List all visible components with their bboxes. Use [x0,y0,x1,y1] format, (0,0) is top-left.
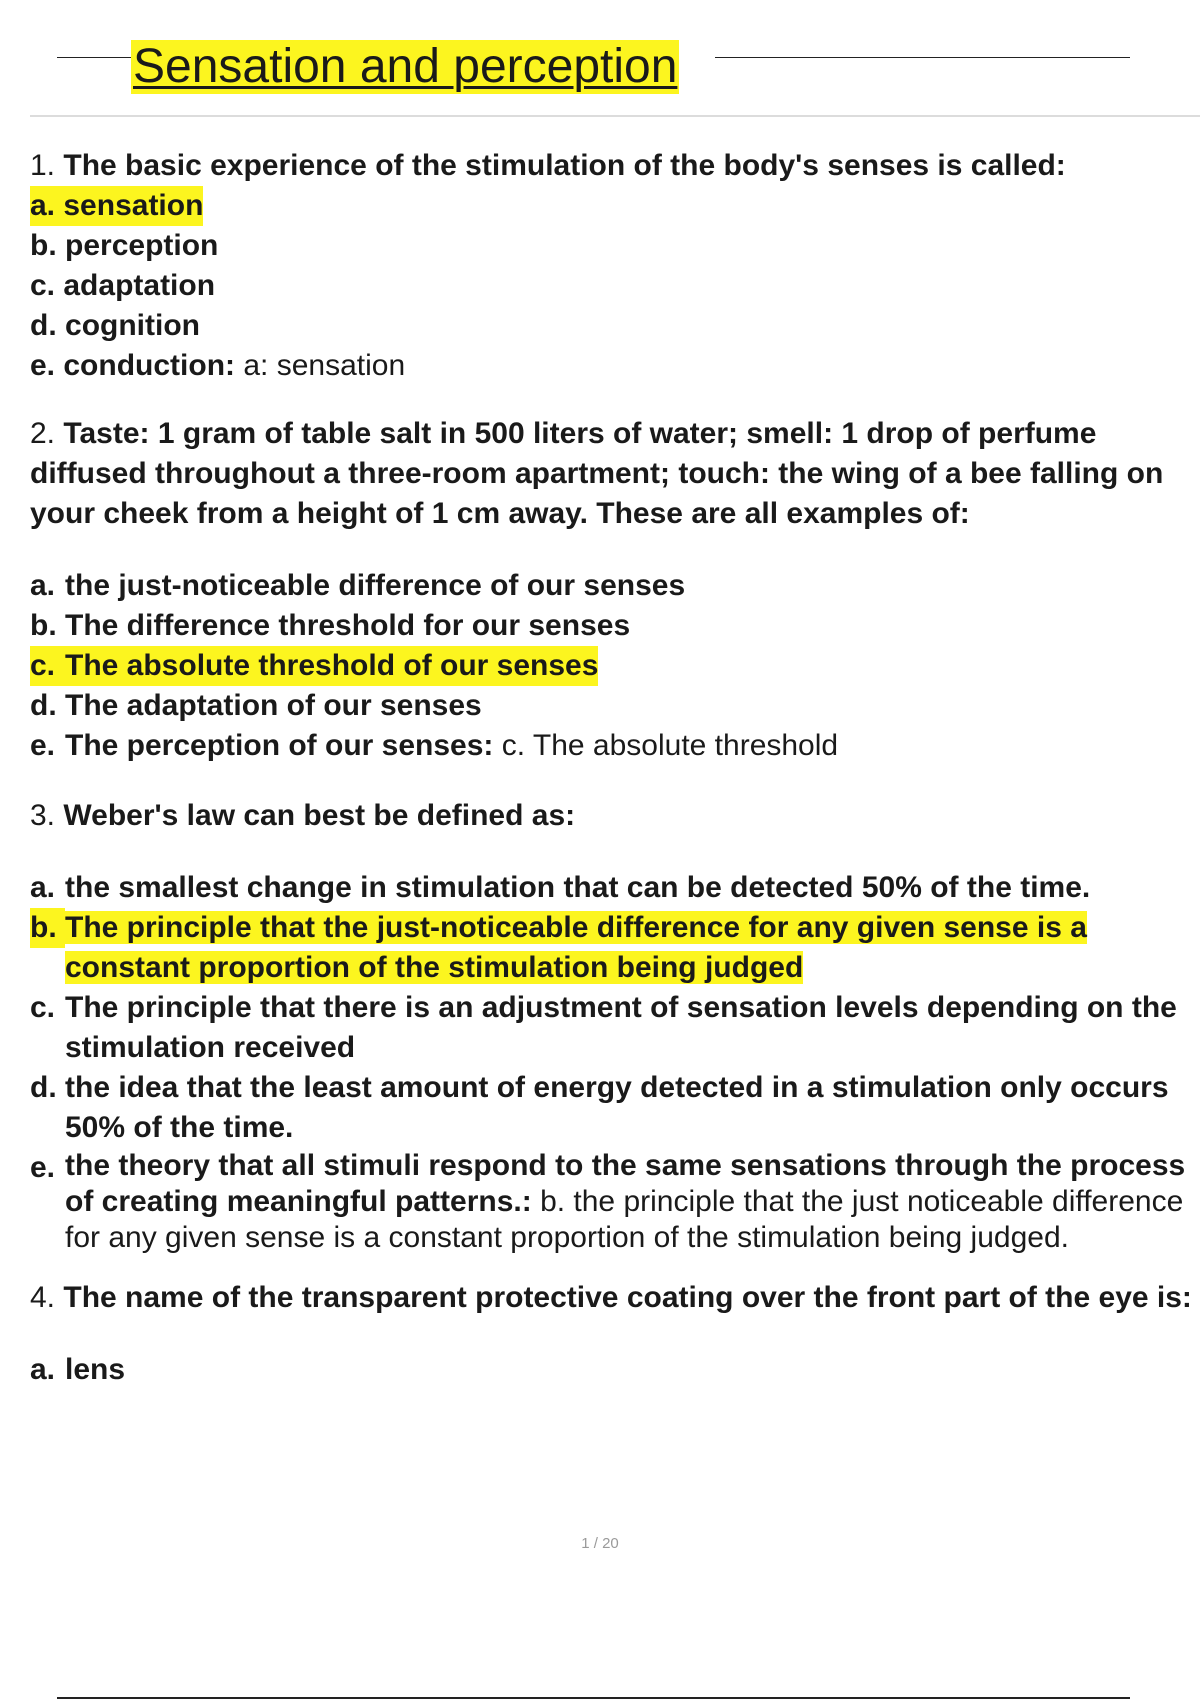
option-letter: e. [30,1151,56,1184]
document-body [30,146,1200,1390]
option-1e [30,346,1200,386]
option-text: conduction: [63,349,236,382]
question-4 [30,1278,1200,1318]
answer-text: a: sensation [243,349,406,382]
option-letter: a. [30,1353,56,1386]
option-text: the smallest change in stimulation that can be detected 50% of the time. [65,871,1091,904]
option-1c [30,266,1200,306]
option-2d [30,686,1200,726]
option-letter: b. [30,229,57,262]
option-text: adaptation [63,269,216,302]
option-letter: a. [30,189,56,222]
question-number: 4. [30,1281,56,1314]
option-letter: c. [30,991,56,1024]
option-text: sensation [63,189,204,222]
option-4a [30,1350,1200,1390]
question-number: 2. [30,417,56,450]
question-text: Weber's law can best be defined as: [63,799,576,832]
question-3 [30,796,1200,836]
header-divider [30,115,1200,117]
option-text: the just-noticeable difference of our senses [65,569,686,602]
option-text: cognition [65,309,200,342]
question-text: Taste: 1 gram of table salt in 500 liters of water; smell: 1 drop of perfume diffused throughout a three-room apartment; touch: the wing of a bee falling on your cheek from a height of 1 cm away. These are all examples of: [30,417,1164,530]
option-letter: d. [30,689,57,722]
question-number: 3. [30,799,56,832]
option-text: The absolute threshold of our senses [65,649,599,682]
title-rule-right [715,57,1130,58]
option-text: the theory that all stimuli respond to the same sensations through the process of creating meaningful patterns.: [65,1149,1186,1218]
page-title-text: Sensation and perception [133,40,678,93]
question-text: The basic experience of the stimulation of the body's senses is called: [63,149,1066,182]
page-number: 1 / 20 [581,1535,619,1552]
option-2c [30,646,1200,686]
question-2 [30,414,1200,534]
option-1a [30,186,1200,226]
option-text: perception [65,229,219,262]
answer-text: c. The absolute threshold [501,729,839,762]
option-letter: d. [30,309,57,342]
option-2a [30,566,1200,606]
option-letter: c. [30,649,56,682]
question-text: The name of the transparent protective coating over the front part of the eye is: [63,1281,1192,1314]
option-text: The adaptation of our senses [65,689,482,722]
option-letter: d. [30,1071,57,1104]
answer-text: b. the principle that the just noticeable difference for any given sense is a constant proportion of the stimulation being judged. [65,1185,1184,1254]
option-text: The difference threshold for our senses [65,609,631,642]
title-rule-left [57,57,131,58]
option-letter: a. [30,569,56,602]
option-text: The principle that there is an adjustment of sensation levels depending on the stimulation received [65,991,1177,1064]
option-1d [30,306,1200,346]
option-text: The perception of our senses: [65,729,494,762]
option-2e [30,726,1200,766]
question-1 [30,146,1200,186]
option-text: lens [65,1353,126,1386]
option-3e [30,1148,1200,1256]
page-title [131,38,679,96]
option-1b [30,226,1200,266]
option-text: the idea that the least amount of energy detected in a stimulation only occurs 50% of the time. [65,1071,1169,1144]
option-letter: a. [30,871,56,904]
option-letter: e. [30,729,56,762]
footer-divider [57,1697,1130,1699]
option-3d [30,1068,1200,1148]
option-2b [30,606,1200,646]
option-3c [30,988,1200,1068]
option-letter: e. [30,349,56,382]
option-letter: c. [30,269,56,302]
option-letter: b. [30,908,65,948]
question-number: 1. [30,149,56,182]
option-letter: b. [30,609,57,642]
option-3a [30,868,1200,908]
option-text: The principle that the just-noticeable difference for any given sense is a constant proportion of the stimulation being judged [65,911,1087,984]
option-3b [30,908,1200,988]
